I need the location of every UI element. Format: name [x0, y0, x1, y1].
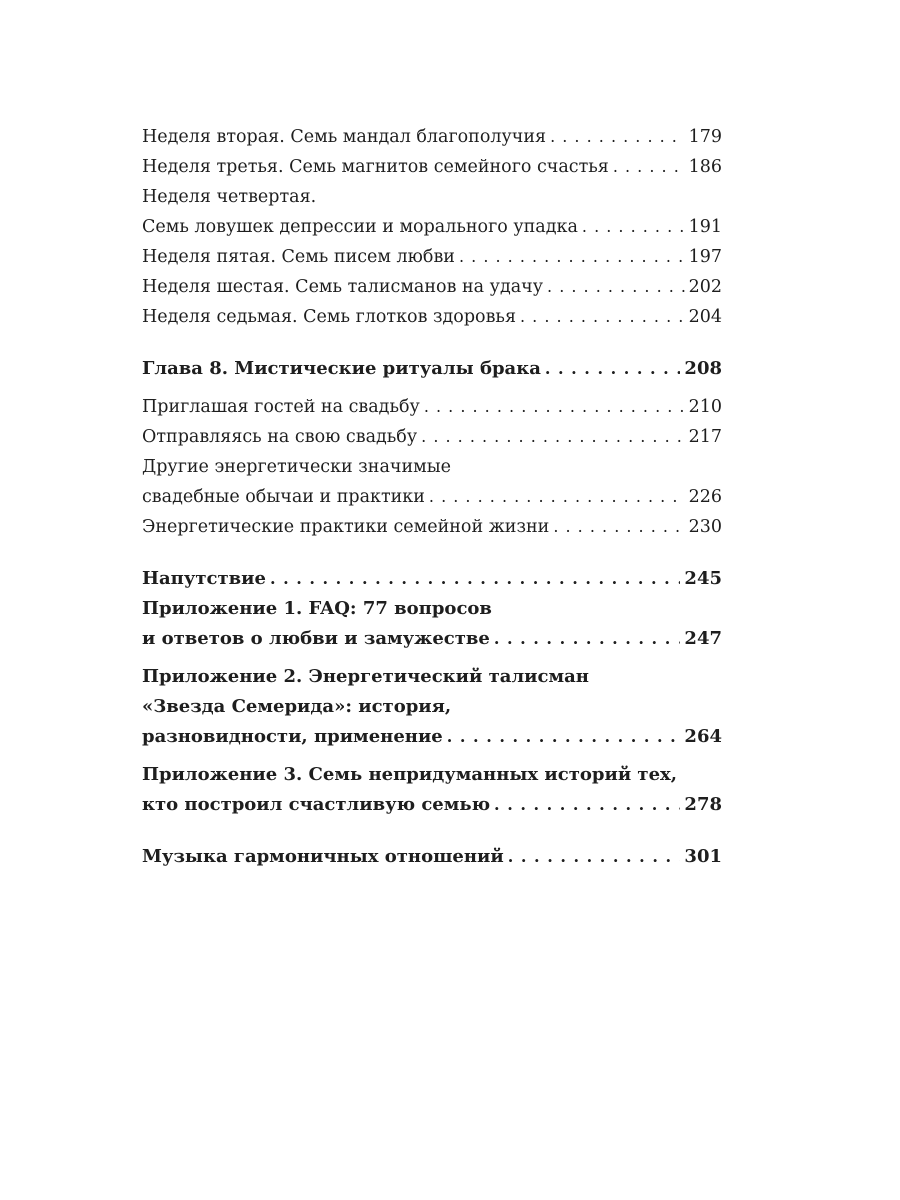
dot-leader: [547, 272, 685, 302]
dot-leader: [545, 354, 681, 384]
toc-chapter-page: 278: [684, 794, 722, 815]
toc-entry-title: Неделя пятая. Семь писем любви: [142, 247, 455, 267]
toc-entry[interactable]: [142, 242, 722, 272]
toc-entry-title-line: Неделя четвертая.: [142, 187, 317, 207]
dot-leader: [494, 624, 681, 654]
toc-napustvie[interactable]: [142, 564, 722, 594]
toc-entry[interactable]: [142, 212, 722, 242]
dot-leader: [520, 302, 685, 332]
toc-entry-title: Отправляясь на свою свадьбу: [142, 427, 418, 447]
dot-leader: [494, 790, 680, 820]
toc-chapter-title: Напутствие: [142, 568, 266, 589]
toc-appendix-3[interactable]: [142, 790, 722, 820]
toc-entry[interactable]: [142, 482, 722, 512]
toc-entry-title: Приглашая гостей на свадьбу: [142, 397, 420, 417]
toc-chapter-page: 208: [684, 358, 722, 379]
dot-leader: [429, 482, 685, 512]
toc-chapter-8[interactable]: [142, 354, 722, 384]
toc-entry[interactable]: [142, 272, 722, 302]
toc-chapter-title: и ответов о любви и замужестве: [142, 628, 490, 649]
toc-chapter-title: разновидности, применение: [142, 726, 443, 747]
toc-entry-page: 217: [688, 427, 722, 447]
toc-appendix-2-line-2: «Звезда Семерида»: история,: [142, 696, 452, 717]
toc-entry-title: Энергетические практики семейной жизни: [142, 517, 550, 537]
toc-chapter-title: кто построил счастливую семью: [142, 794, 491, 815]
toc-entry[interactable]: [142, 512, 722, 542]
toc-chapter-page: 264: [684, 726, 722, 747]
dot-leader: [421, 422, 684, 452]
toc-appendix-3-line-1: Приложение 3. Семь непридуманных историй тех,: [142, 764, 678, 785]
table-of-contents: [142, 122, 722, 872]
dot-leader: [582, 212, 685, 242]
toc-appendix-2-line-1: Приложение 2. Энергетический талисман: [142, 666, 589, 687]
toc-chapter-title: Глава 8. Мистические ритуалы брака: [142, 358, 541, 379]
dot-leader: [550, 122, 685, 152]
toc-entry-title: Неделя шестая. Семь талисманов на удачу: [142, 277, 544, 297]
toc-entry-page: 191: [688, 217, 722, 237]
toc-entry-title-line: Другие энергетически значимые: [142, 457, 452, 477]
toc-chapter-page: 301: [684, 846, 722, 867]
toc-entry[interactable]: [142, 422, 722, 452]
toc-chapter-title: Музыка гармоничных отношений: [142, 846, 504, 867]
toc-entry[interactable]: [142, 392, 722, 422]
dot-leader: [424, 392, 685, 422]
toc-entry-title: Неделя седьмая. Семь глотков здоровья: [142, 307, 516, 327]
toc-appendix-2[interactable]: [142, 722, 722, 752]
toc-music[interactable]: [142, 842, 722, 872]
toc-appendix-1[interactable]: [142, 624, 722, 654]
toc-chapter-page: 247: [684, 628, 722, 649]
toc-entry-title: свадебные обычаи и практики: [142, 487, 425, 507]
toc-entry-page: 230: [688, 517, 722, 537]
toc-entry-title: Неделя третья. Семь магнитов семейного счастья: [142, 157, 609, 177]
dot-leader: [613, 152, 685, 182]
toc-entry-page: 202: [688, 277, 722, 297]
toc-entry-page: 197: [688, 247, 722, 267]
dot-leader: [553, 512, 684, 542]
toc-entry[interactable]: [142, 302, 722, 332]
dot-leader: [270, 564, 680, 594]
toc-appendix-1-line-1: Приложение 1. FAQ: 77 вопросов: [142, 598, 492, 619]
dot-leader: [447, 722, 681, 752]
toc-entry-title: Семь ловушек депрессии и морального упадка: [142, 217, 578, 237]
toc-entry-page: 226: [688, 487, 722, 507]
toc-entry-title: Неделя вторая. Семь мандал благополучия: [142, 127, 547, 147]
toc-entry[interactable]: [142, 122, 722, 152]
dot-leader: [508, 842, 681, 872]
dot-leader: [459, 242, 685, 272]
toc-entry-page: 179: [688, 127, 722, 147]
toc-entry-page: 210: [688, 397, 722, 417]
toc-chapter-page: 245: [684, 568, 722, 589]
toc-entry-page: 204: [688, 307, 722, 327]
toc-entry-page: 186: [688, 157, 722, 177]
toc-entry[interactable]: [142, 152, 722, 182]
